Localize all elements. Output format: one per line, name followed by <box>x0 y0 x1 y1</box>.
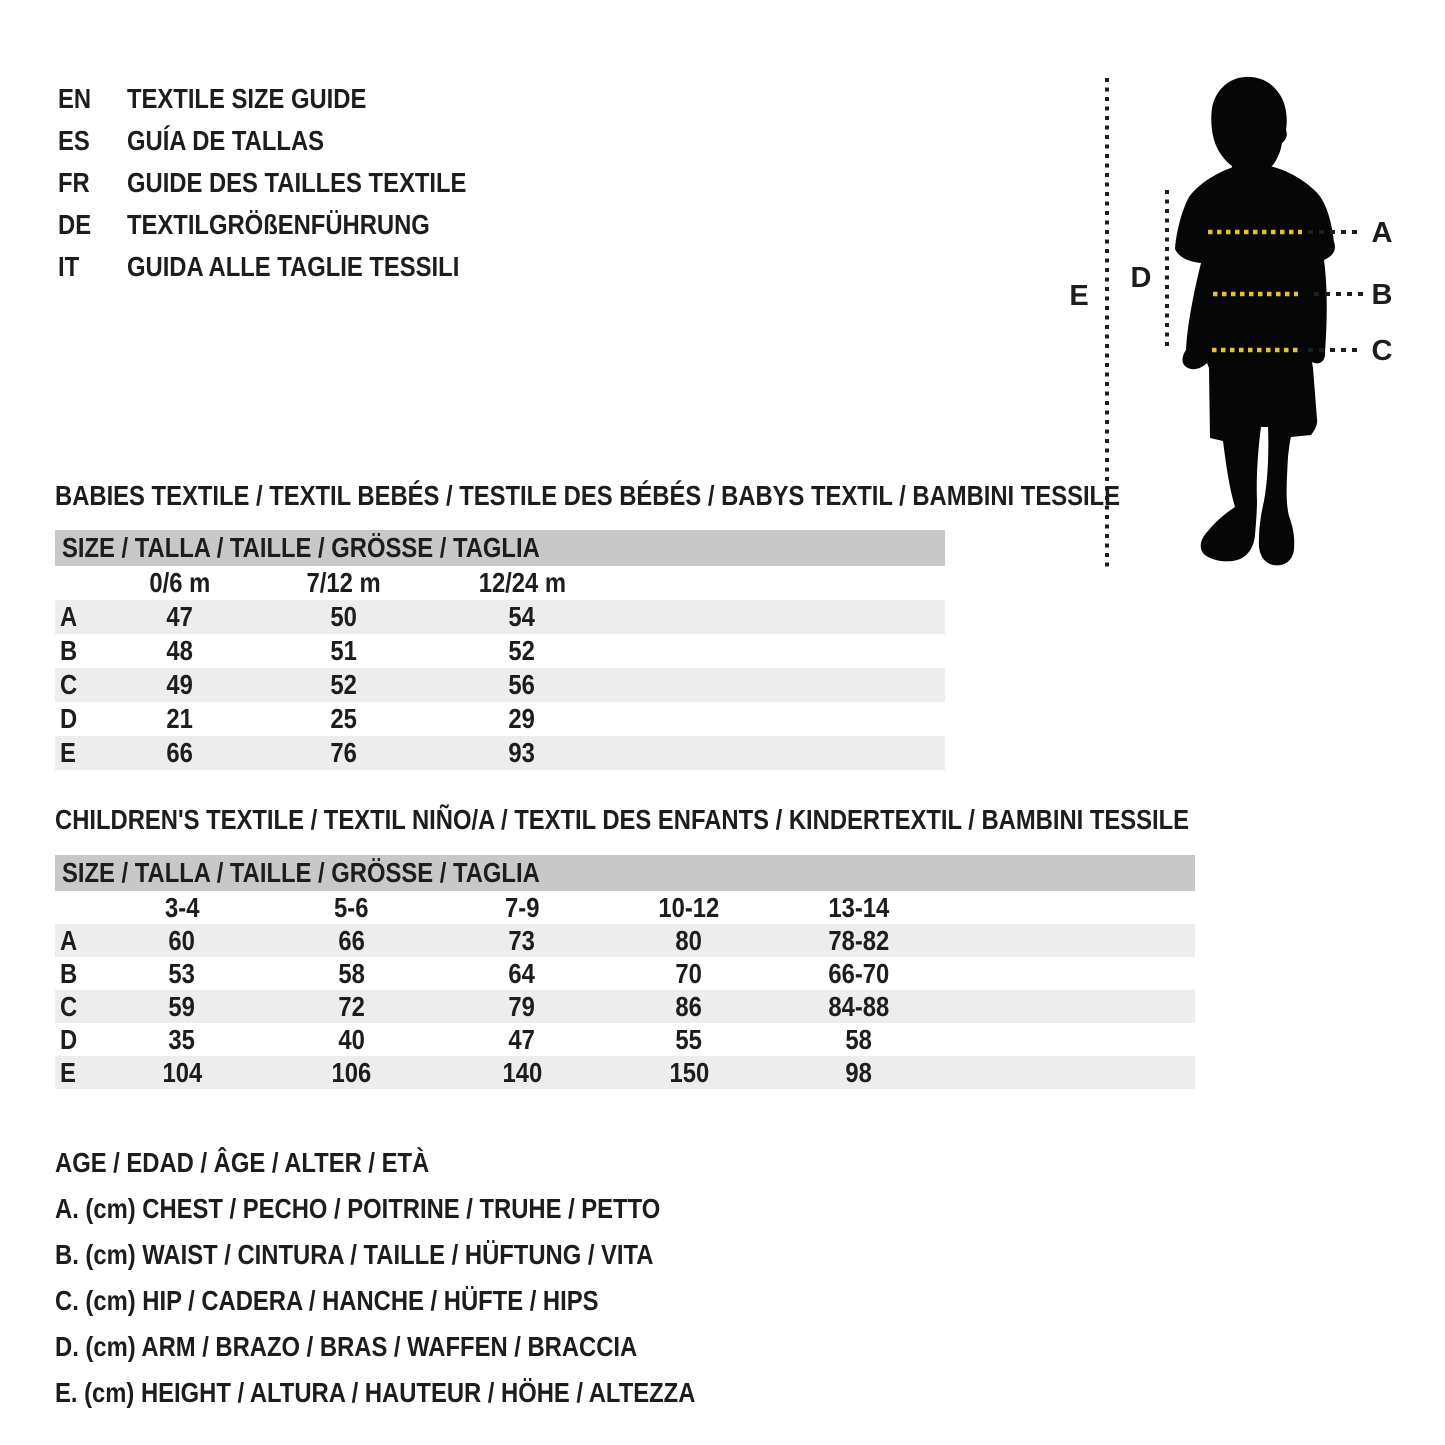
table-row <box>55 990 1195 1023</box>
table-cell: 58 <box>338 957 365 989</box>
column-header: 12/24 m <box>478 567 566 598</box>
row-label: D <box>60 703 78 734</box>
column-header: 13-14 <box>828 891 890 923</box>
table-cell: 52 <box>330 669 358 700</box>
lang-title: GUIDE DES TAILLES TEXTILE <box>127 167 467 198</box>
table-row <box>55 668 945 702</box>
table-cell: 55 <box>675 1023 703 1055</box>
table-row <box>55 736 945 770</box>
lang-row-es <box>58 120 526 162</box>
table-cell: 35 <box>168 1023 196 1055</box>
legend-age: AGE / EDAD / ÂGE / ALTER / ETÀ <box>55 1147 430 1178</box>
lang-row-en <box>58 78 526 120</box>
table-cell: 93 <box>508 737 536 768</box>
table-cell: 21 <box>166 703 193 734</box>
lang-code: ES <box>58 125 90 156</box>
measurement-legend <box>55 1140 808 1416</box>
table-cell: 66 <box>338 924 365 956</box>
table-cell: 64 <box>508 957 536 989</box>
row-label: C <box>60 990 78 1022</box>
table-cell: 66 <box>166 737 193 768</box>
table-row <box>55 634 945 668</box>
babies-size-bar <box>55 530 945 566</box>
row-label: E <box>60 1056 76 1088</box>
table-cell: 59 <box>168 990 196 1022</box>
legend-waist: B. (cm) WAIST / CINTURA / TAILLE / HÜFTUNG / VITA <box>55 1239 654 1270</box>
measure-label-b: B <box>1371 279 1393 311</box>
table-cell: 48 <box>166 635 193 666</box>
table-row <box>55 1023 1195 1056</box>
table-cell: 140 <box>502 1056 542 1088</box>
table-cell: 29 <box>508 703 536 734</box>
table-row <box>55 600 945 634</box>
row-label: B <box>60 957 78 989</box>
language-title-block <box>58 78 526 288</box>
lang-title: TEXTILE SIZE GUIDE <box>127 83 367 114</box>
babies-size-bar-text: SIZE / TALLA / TAILLE / GRÖSSE / TAGLIA <box>62 532 540 563</box>
children-size-bar <box>55 855 1195 891</box>
table-cell: 106 <box>331 1056 372 1088</box>
children-heading-text: CHILDREN'S TEXTILE / TEXTIL NIÑO/A / TEXTIL DES ENFANTS / KINDERTEXTIL / BAMBINI TESSILE <box>55 804 1190 835</box>
measure-label-d: D <box>1130 262 1152 294</box>
table-cell: 51 <box>330 635 358 666</box>
row-label: B <box>60 635 78 666</box>
measure-label-a: A <box>1371 217 1393 249</box>
children-section-heading <box>55 806 1389 834</box>
legend-hip: C. (cm) HIP / CADERA / HANCHE / HÜFTE / HIPS <box>55 1285 599 1316</box>
table-row <box>55 702 945 736</box>
table-cell: 98 <box>845 1056 873 1088</box>
children-header-row <box>55 891 1195 924</box>
table-cell: 104 <box>162 1056 202 1088</box>
legend-arm: D. (cm) ARM / BRAZO / BRAS / WAFFEN / BRACCIA <box>55 1331 638 1362</box>
children-size-bar-text: SIZE / TALLA / TAILLE / GRÖSSE / TAGLIA <box>62 857 540 888</box>
row-label: C <box>60 669 78 700</box>
table-cell: 25 <box>330 703 358 734</box>
table-cell: 150 <box>669 1056 709 1088</box>
measure-label-e: E <box>1069 280 1089 312</box>
children-size-table <box>55 855 1195 1089</box>
table-cell: 79 <box>508 990 536 1022</box>
table-cell: 58 <box>845 1023 873 1055</box>
table-cell: 76 <box>330 737 358 768</box>
measurement-diagram <box>1030 50 1445 615</box>
table-cell: 80 <box>675 924 703 956</box>
table-cell: 49 <box>166 669 193 700</box>
lang-title: GUIDA ALLE TAGLIE TESSILI <box>127 251 460 282</box>
column-header: 0/6 m <box>149 567 210 598</box>
babies-header-row <box>55 566 945 600</box>
measure-label-c: C <box>1371 335 1393 367</box>
table-cell: 40 <box>338 1023 365 1055</box>
babies-section-heading <box>55 482 1308 510</box>
row-label: A <box>60 601 78 632</box>
lang-row-it <box>58 246 526 288</box>
table-cell: 47 <box>166 601 193 632</box>
legend-height: E. (cm) HEIGHT / ALTURA / HAUTEUR / HÖHE / ALTEZZA <box>55 1377 696 1408</box>
table-cell: 73 <box>508 924 536 956</box>
column-header: 10-12 <box>658 891 720 923</box>
column-header: 3-4 <box>164 891 200 923</box>
table-cell: 53 <box>168 957 196 989</box>
table-cell: 84-88 <box>828 990 890 1022</box>
lang-code: EN <box>58 83 92 114</box>
lang-code: DE <box>58 209 92 240</box>
row-label: E <box>60 737 76 768</box>
lang-title: TEXTILGRÖßENFÜHRUNG <box>127 209 430 240</box>
table-cell: 72 <box>338 990 365 1022</box>
table-row <box>55 1056 1195 1089</box>
table-cell: 60 <box>168 924 196 956</box>
table-cell: 47 <box>508 1023 536 1055</box>
lang-row-fr <box>58 162 526 204</box>
row-label: A <box>60 924 78 956</box>
table-cell: 86 <box>675 990 703 1022</box>
lang-title: GUÍA DE TALLAS <box>127 125 325 156</box>
table-cell: 70 <box>675 957 703 989</box>
table-cell: 52 <box>508 635 536 666</box>
table-cell: 56 <box>508 669 536 700</box>
table-row <box>55 924 1195 957</box>
column-header: 7/12 m <box>306 567 382 598</box>
column-header: 7-9 <box>504 891 540 923</box>
babies-size-table <box>55 530 945 770</box>
lang-row-de <box>58 204 526 246</box>
lang-code: IT <box>58 251 80 282</box>
table-cell: 78-82 <box>828 924 890 956</box>
table-cell: 54 <box>508 601 536 632</box>
legend-chest: A. (cm) CHEST / PECHO / POITRINE / TRUHE / PETTO <box>55 1193 661 1224</box>
table-cell: 50 <box>330 601 358 632</box>
babies-heading-text: BABIES TEXTILE / TEXTIL BEBÉS / TESTILE DES BÉBÉS / BABYS TEXTIL / BAMBINI TESSILE <box>55 480 1120 511</box>
column-header: 5-6 <box>334 891 369 923</box>
table-row <box>55 957 1195 990</box>
table-cell: 66-70 <box>828 957 890 989</box>
row-label: D <box>60 1023 78 1055</box>
lang-code: FR <box>58 167 90 198</box>
